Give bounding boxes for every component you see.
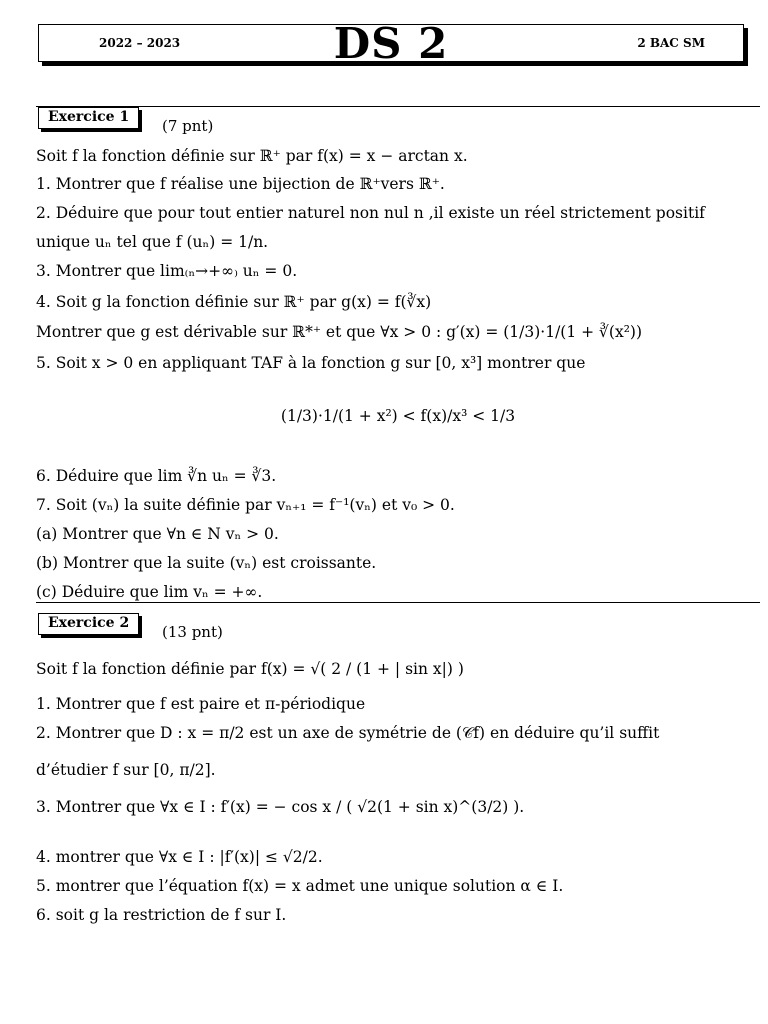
- ex1-line: 6. Déduire que lim ∛n uₙ = ∛3.: [36, 467, 277, 485]
- ex1-line: 4. Soit g la fonction définie sur ℝ⁺ par g(x) = f(∛x): [36, 293, 432, 311]
- exercise-1-points: (7 pnt): [162, 117, 214, 135]
- ex1-line: (c) Déduire que lim vₙ = +∞.: [36, 583, 263, 601]
- ex1-line: unique uₙ tel que f (uₙ) = 1/n.: [36, 233, 269, 251]
- ex1-line: (b) Montrer que la suite (vₙ) est croissante.: [36, 554, 377, 572]
- ex1-line: 1. Montrer que f réalise une bijection de ℝ⁺vers ℝ⁺.: [36, 175, 445, 193]
- ex2-line: Soit f la fonction définie par f(x) = √( 2 / (1 + | sin x|) ): [36, 660, 464, 678]
- ex1-line: Soit f la fonction définie sur ℝ⁺ par f(x) = x − arctan x.: [36, 147, 468, 165]
- ex1-line: 5. Soit x > 0 en appliquant TAF à la fonction g sur [0, x³] montrer que: [36, 354, 586, 372]
- ex2-line: 1. Montrer que f est paire et π-périodique: [36, 695, 366, 713]
- ex1-inequality: (1/3)·1/(1 + x²) < f(x)/x³ < 1/3: [280, 407, 516, 425]
- separator-rule: [36, 602, 760, 603]
- ex2-line: 4. montrer que ∀x ∈ I : |f′(x)| ≤ √2/2.: [36, 848, 323, 866]
- ex1-line: 3. Montrer que lim₍ₙ→+∞₎ uₙ = 0.: [36, 262, 298, 280]
- class-level: 2 BAC SM: [637, 36, 705, 50]
- ex2-line: 3. Montrer que ∀x ∈ I : f′(x) = − cos x / ( √2(1 + sin x)^(3/2) ).: [36, 798, 525, 816]
- ex2-line: d’étudier f sur [0, π/2].: [36, 761, 216, 779]
- ex2-line: 5. montrer que l’équation f(x) = x admet une unique solution α ∈ I.: [36, 877, 564, 895]
- exam-title: DS 2: [333, 19, 449, 68]
- separator-rule: [36, 106, 760, 107]
- ex2-line: 2. Montrer que D : x = π/2 est un axe de symétrie de (𝒞f) en déduire qu’il suffit: [36, 724, 660, 742]
- ex1-line: 7. Soit (vₙ) la suite définie par vₙ₊₁ = f⁻¹(vₙ) et v₀ > 0.: [36, 496, 455, 514]
- exercise-1-label: Exercice 1: [38, 107, 139, 129]
- ex2-line: 6. soit g la restriction de f sur I.: [36, 906, 287, 924]
- ex1-line: (a) Montrer que ∀n ∈ N vₙ > 0.: [36, 525, 279, 543]
- ex1-line: 2. Déduire que pour tout entier naturel non nul n ,il existe un réel strictement positif: [36, 204, 705, 222]
- ex1-line: Montrer que g est dérivable sur ℝ*⁺ et que ∀x > 0 : g′(x) = (1/3)·1/(1 + ∛(x²)): [36, 323, 643, 341]
- school-year: 2022 – 2023: [99, 36, 181, 50]
- exam-header: [38, 19, 744, 68]
- exercise-2-label: Exercice 2: [38, 613, 139, 635]
- exercise-2-points: (13 pnt): [162, 623, 223, 641]
